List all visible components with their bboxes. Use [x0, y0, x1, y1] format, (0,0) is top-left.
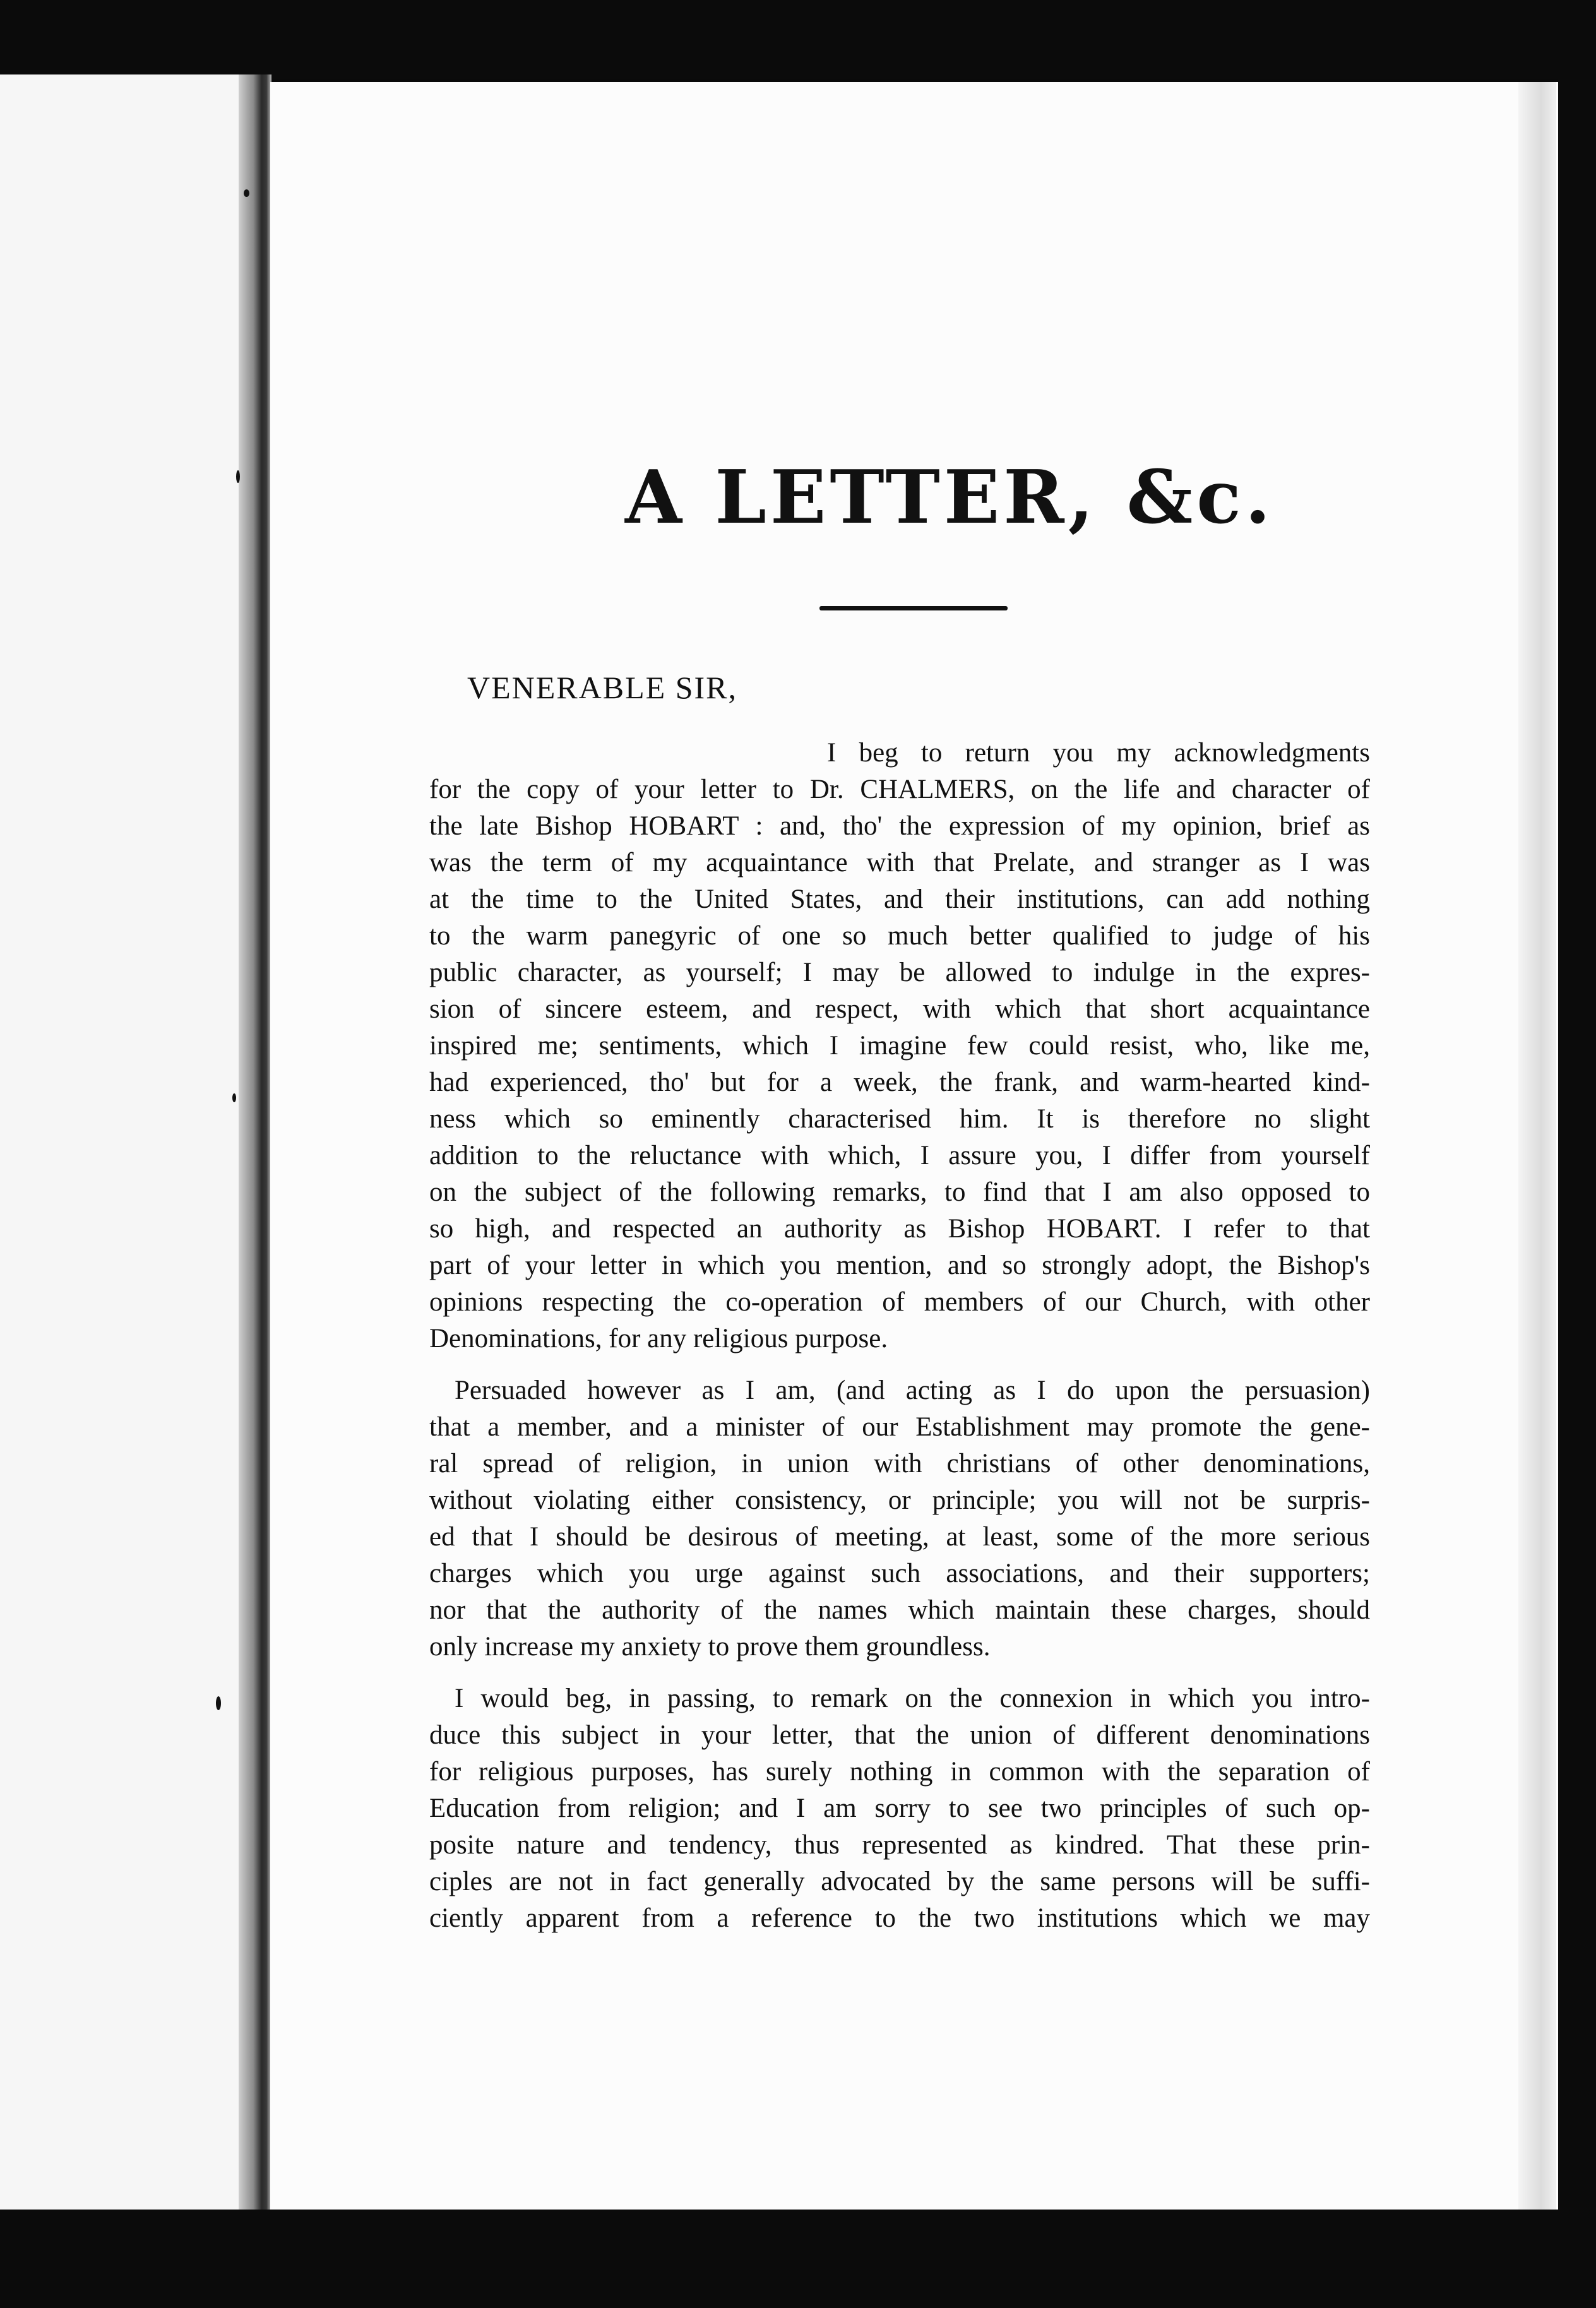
text-line: was the term of my acquaintance with that Prelate, and stranger as I was — [429, 848, 1370, 877]
page-speck — [232, 1093, 236, 1102]
text-line: inspired me; sentiments, which I imagine few could resist, who, like me, — [429, 1031, 1370, 1061]
text-line: public character, as yourself; I may be allowed to indulge in the expres- — [429, 958, 1370, 987]
text-line: I would beg, in passing, to remark on the connexion in which you intro- — [455, 1684, 1370, 1713]
scan-border-right — [1558, 0, 1596, 2308]
text-line: had experienced, tho' but for a week, the frank, and warm-hearted kind- — [429, 1068, 1370, 1097]
text-line: part of your letter in which you mention, and so strongly adopt, the Bishop's — [429, 1251, 1370, 1280]
book-gutter — [239, 74, 271, 2216]
text-line: for religious purposes, has surely nothing in common with the separation of — [429, 1757, 1370, 1787]
text-line: I beg to return you my acknowledgments — [827, 738, 1370, 768]
paragraph-1 — [429, 735, 1370, 1357]
text-line: Persuaded however as I am, (and acting as I do upon the persuasion) — [455, 1376, 1370, 1405]
text-line: posite nature and tendency, thus represented as kindred. That these prin- — [429, 1830, 1370, 1860]
scan-border-top — [0, 0, 1596, 79]
text-line: for the copy of your letter to Dr. CHALMERS, on the life and character of — [429, 775, 1370, 804]
page-speck — [244, 189, 249, 197]
text-line: so high, and respected an authority as Bishop HOBART. I refer to that — [429, 1214, 1370, 1244]
text-line: opinions respecting the co-operation of members of our Church, with other — [429, 1287, 1370, 1317]
scan-border-bottom — [0, 2210, 1596, 2308]
text-line: sion of sincere esteem, and respect, with which that short acquaintance — [429, 994, 1370, 1024]
facing-page-edge — [0, 74, 240, 2216]
title-rule — [819, 606, 1008, 610]
text-line: nor that the authority of the names which maintain these charges, should — [429, 1595, 1370, 1625]
letter-body — [429, 735, 1370, 1952]
text-line: that a member, and a minister of our Establishment may promote the gene- — [429, 1412, 1370, 1442]
text-line: ed that I should be desirous of meeting, at least, some of the more serious — [429, 1522, 1370, 1552]
text-line: at the time to the United States, and their institutions, can add nothing — [429, 884, 1370, 914]
text-line: ciples are not in fact generally advocated by the same persons will be suffi- — [429, 1867, 1370, 1896]
page-speck — [216, 1696, 221, 1710]
text-line: only increase my anxiety to prove them groundless. — [429, 1632, 991, 1662]
text-line: ciently apparent from a reference to the two institutions which we may — [429, 1903, 1370, 1933]
text-line: to the warm panegyric of one so much better qualified to judge of his — [429, 921, 1370, 951]
page-speck — [236, 470, 240, 483]
text-line: addition to the reluctance with which, I assure you, I differ from yourself — [429, 1141, 1370, 1170]
page-edge-shadow — [1518, 82, 1556, 2213]
text-line: duce this subject in your letter, that the union of different denominations — [429, 1720, 1370, 1750]
text-line: Denominations, for any religious purpose. — [429, 1324, 888, 1353]
text-line: on the subject of the following remarks, to find that I am also opposed to — [429, 1177, 1370, 1207]
page-title: A LETTER, &c. — [625, 455, 1275, 540]
text-line: charges which you urge against such associations, and their supporters; — [429, 1559, 1370, 1588]
paragraph-3 — [429, 1680, 1370, 1937]
text-line: without violating either consistency, or principle; you will not be surpris- — [429, 1485, 1370, 1515]
paragraph-2 — [429, 1372, 1370, 1665]
text-line: the late Bishop HOBART : and, tho' the expression of my opinion, brief as — [429, 811, 1370, 841]
text-line: ral spread of religion, in union with christians of other denominations, — [429, 1449, 1370, 1478]
salutation: VENERABLE SIR, — [467, 670, 737, 705]
text-line: ness which so eminently characterised him. It is therefore no slight — [429, 1104, 1370, 1134]
text-line: Education from religion; and I am sorry to see two principles of such op- — [429, 1793, 1370, 1823]
